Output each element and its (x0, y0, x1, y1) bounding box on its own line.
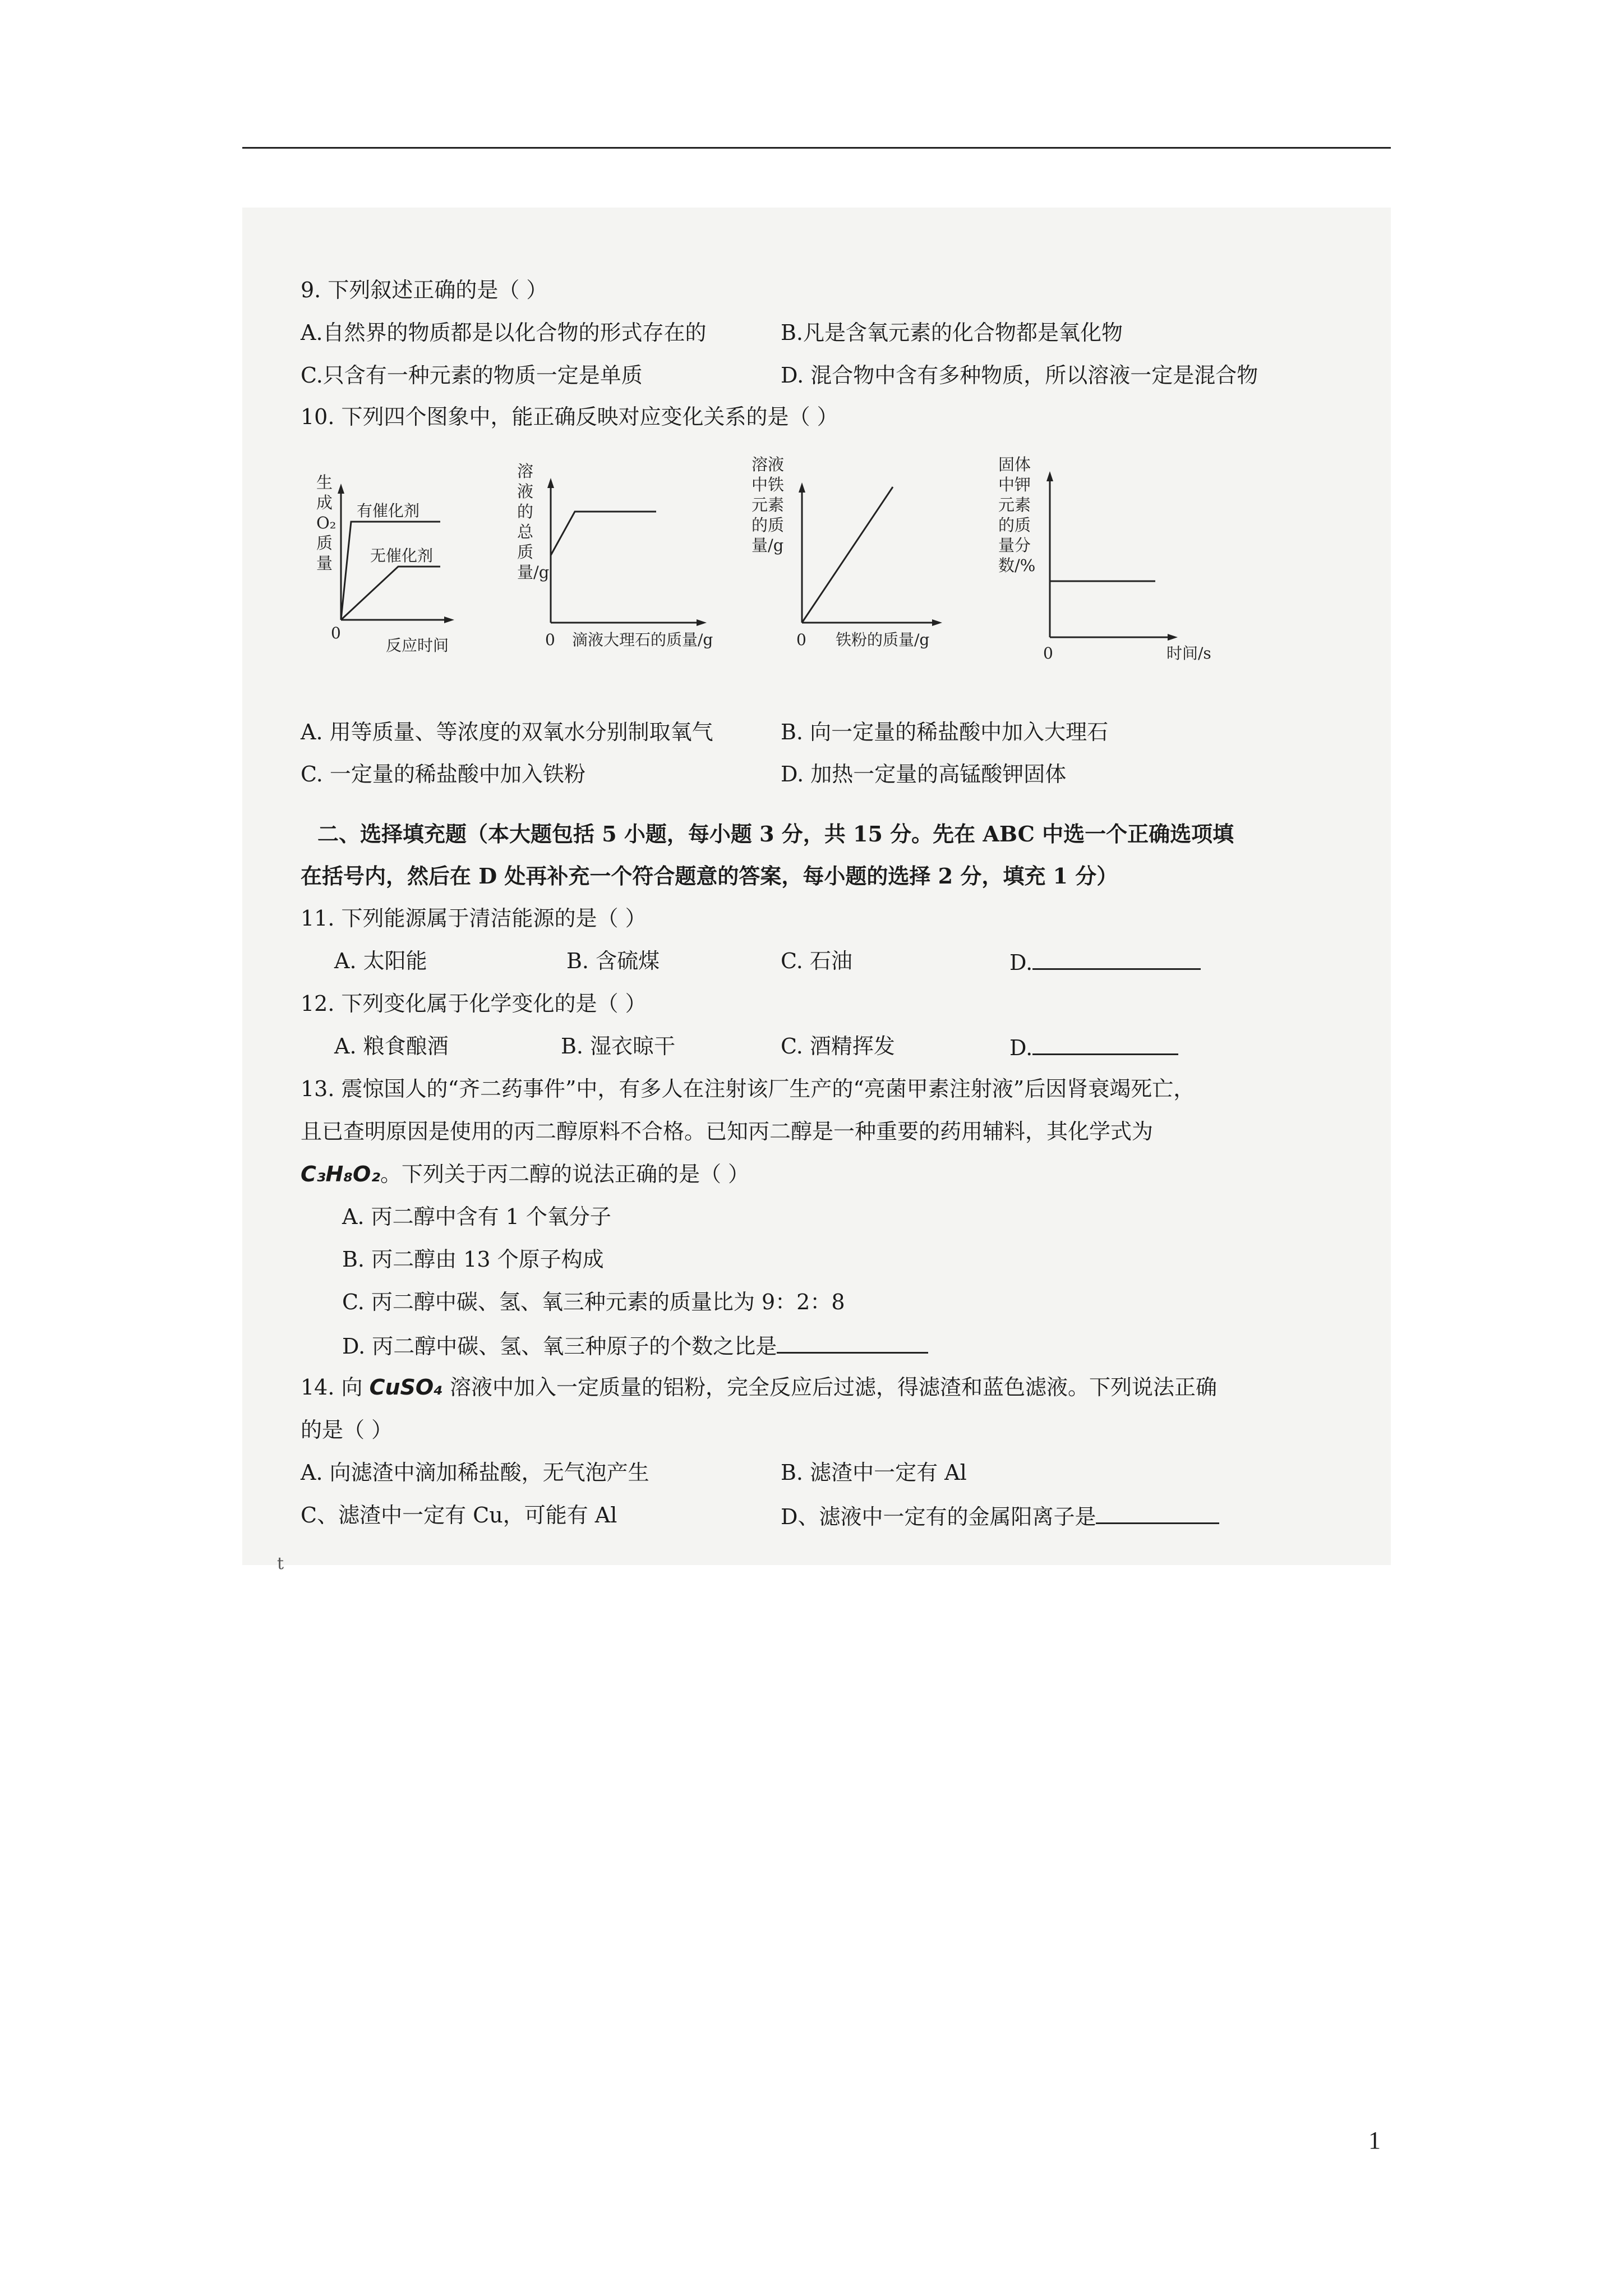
q14-option-d-label: D、滤液中一定有的金属阳离子是 (781, 1504, 1096, 1529)
q13-option-c: C. 丙二醇中碳、氢、氧三种元素的质量比为 9：2：8 (342, 1290, 845, 1314)
q10-option-d: D. 加热一定量的高锰酸钾固体 (781, 762, 1067, 786)
graph-4-ylabel-line: 的质 (998, 516, 1031, 535)
q14-option-a: A. 向滤渣中滴加稀盐酸，无气泡产生 (301, 1460, 649, 1485)
graph-2-ylabel (517, 462, 549, 582)
graph-1-curve-without-catalyst (341, 567, 440, 620)
graph-3-ylabel (751, 455, 784, 555)
graph-4-y-arrow (1046, 471, 1053, 481)
graph-4-ylabel-line: 固体 (998, 455, 1031, 474)
q14-line2: 的是（ ） (301, 1418, 393, 1442)
q11-option-d-label: D. (1009, 950, 1033, 975)
graph-3-curve (802, 487, 893, 623)
graph-4-ylabel-line: 元素 (998, 495, 1031, 514)
graph-1-ylabel-line: 生 (316, 473, 333, 492)
q13-formula: C₃H₈O₂ (301, 1162, 380, 1186)
q13-line3-rest: 。下列关于丙二醇的说法正确的是（ ） (380, 1162, 750, 1186)
q14-line1-pre: 14. 向 (301, 1375, 370, 1400)
graph-2-ylabel-line: 总 (517, 522, 534, 541)
q9-option-d: D. 混合物中含有多种物质，所以溶液一定是混合物 (781, 363, 1258, 388)
q9-option-b: B.凡是含氧元素的化合物都是氧化物 (781, 320, 1123, 345)
graph-1-ylabel-line: 量 (316, 554, 333, 573)
graph-4-ylabel-line: 数/% (998, 556, 1036, 575)
q13-line3 (301, 1160, 749, 1188)
q13-answer-blank[interactable] (777, 1331, 928, 1354)
q12-option-c: C. 酒精挥发 (781, 1034, 895, 1059)
q11-answer-blank[interactable] (1032, 947, 1201, 970)
q12-option-b: B. 湿衣晾干 (561, 1034, 676, 1059)
graph-2-origin: 0 (545, 631, 555, 649)
graph-1-xlabel: 反应时间 (386, 636, 449, 655)
q10-option-a: A. 用等质量、等浓度的双氧水分别制取氧气 (301, 720, 713, 744)
q10-stem: 10. 下列四个图象中，能正确反映对应变化关系的是（ ） (301, 404, 838, 429)
graph-2-ylabel-line: 量/g (517, 563, 550, 582)
graph-4-x-arrow (1168, 634, 1178, 641)
graph-2 (516, 460, 729, 664)
q10-option-b: B. 向一定量的稀盐酸中加入大理石 (781, 720, 1109, 744)
graph-2-ylabel-line: 的 (517, 502, 534, 521)
q14-line1 (301, 1373, 1217, 1401)
graph-4-origin: 0 (1043, 644, 1053, 662)
q11-stem: 11. 下列能源属于清洁能源的是（ ） (301, 906, 647, 931)
graph-3-y-arrow (799, 482, 805, 493)
q12-option-d (1009, 1032, 1178, 1062)
q14-answer-blank[interactable] (1096, 1501, 1219, 1524)
q11-option-b: B. 含硫煤 (566, 949, 660, 973)
page-number: 1 (1368, 2127, 1381, 2154)
q13-line2: 且已查明原因是使用的丙二醇原料不合格。已知丙二醇是一种重要的药用辅料，其化学式为 (301, 1119, 1154, 1144)
graph-1-y-arrow (338, 484, 344, 494)
graph-3-ylabel-line: 溶液 (751, 455, 785, 474)
graph-2-y-arrow (547, 478, 554, 488)
graph-3-xlabel: 铁粉的质量/g (836, 631, 930, 649)
q11-option-a: A. 太阳能 (334, 949, 427, 973)
graph-4-ylabel (998, 455, 1035, 575)
q14-option-c: C、滤渣中一定有 Cu，可能有 Al (301, 1503, 617, 1527)
section-2-heading-line2: 在括号内，然后在 D 处再补充一个符合题意的答案，每小题的选择 2 分，填充 1 分） (301, 863, 1118, 889)
graph-2-ylabel-line: 液 (517, 482, 534, 501)
stray-mark: t (277, 1554, 284, 1573)
q12-stem: 12. 下列变化属于化学变化的是（ ） (301, 991, 647, 1016)
q14-formula: CuSO₄ (369, 1375, 443, 1400)
q10-option-c: C. 一定量的稀盐酸中加入铁粉 (301, 762, 585, 786)
header-rule (242, 147, 1391, 149)
q9-option-a: A.自然界的物质都是以化合物的形式存在的 (301, 320, 707, 345)
graph-2-ylabel-line: 质 (517, 542, 534, 562)
graph-1 (314, 460, 482, 664)
q13-line1: 13. 震惊国人的“齐二药事件”中，有多人在注射该厂生产的“亮菌甲素注射液”后因肾衰竭死亡， (301, 1076, 1195, 1101)
q14-option-d (781, 1501, 1219, 1531)
q14-option-b: B. 滤渣中一定有 Al (781, 1460, 967, 1485)
graph-2-ylabel-line: 溶 (517, 462, 534, 481)
q13-option-b: B. 丙二醇由 13 个原子构成 (342, 1247, 604, 1272)
graph-2-curve (551, 512, 656, 555)
graph-1-curve1-label: 有催化剂 (357, 501, 420, 520)
graph-1-origin: 0 (331, 624, 341, 642)
graph-4 (998, 453, 1223, 664)
graph-3-ylabel-line: 量/g (751, 536, 784, 555)
q11-option-c: C. 石油 (781, 949, 852, 973)
graph-3-ylabel-line: 元素 (751, 495, 785, 514)
q11-option-d (1009, 947, 1201, 977)
graph-3-x-arrow (932, 619, 942, 626)
graph-4-ylabel-line: 中钾 (998, 475, 1031, 494)
graph-2-x-arrow (697, 619, 707, 626)
graph-2-xlabel: 滴液大理石的质量/g (572, 631, 713, 649)
graph-3-origin: 0 (796, 631, 806, 649)
q13-option-a: A. 丙二醇中含有 1 个氧分子 (342, 1204, 611, 1229)
graph-1-curve2-label: 无催化剂 (370, 546, 434, 565)
q12-answer-blank[interactable] (1032, 1032, 1178, 1055)
q12-option-a: A. 粮食酿酒 (334, 1034, 449, 1059)
graph-3 (751, 453, 965, 664)
graph-3-ylabel-line: 的质 (751, 516, 785, 535)
q13-option-d-label: D. 丙二醇中碳、氢、氧三种原子的个数之比是 (342, 1334, 777, 1359)
section-2-heading-line1: 二、选择填充题（本大题包括 5 小题，每小题 3 分，共 15 分。先在 ABC 中选一个正确选项填 (317, 821, 1234, 846)
graph-1-x-arrow (444, 616, 454, 623)
graph-4-xlabel: 时间/s (1166, 644, 1211, 662)
graph-1-ylabel-line: 质 (316, 533, 333, 553)
q9-option-c: C.只含有一种元素的物质一定是单质 (301, 363, 643, 388)
q12-option-d-label: D. (1009, 1036, 1033, 1060)
q9-stem: 9. 下列叙述正确的是（ ） (301, 278, 548, 302)
graph-1-ylabel-line: O₂ (316, 513, 336, 532)
q14-line1-post: 溶液中加入一定质量的铝粉，完全反应后过滤，得滤渣和蓝色滤液。下列说法正确 (442, 1375, 1217, 1400)
graph-1-ylabel-line: 成 (316, 493, 333, 512)
graph-3-ylabel-line: 中铁 (751, 475, 785, 494)
q13-option-d (342, 1331, 928, 1360)
graph-4-ylabel-line: 量分 (998, 536, 1031, 555)
graph-1-ylabel (316, 473, 336, 573)
